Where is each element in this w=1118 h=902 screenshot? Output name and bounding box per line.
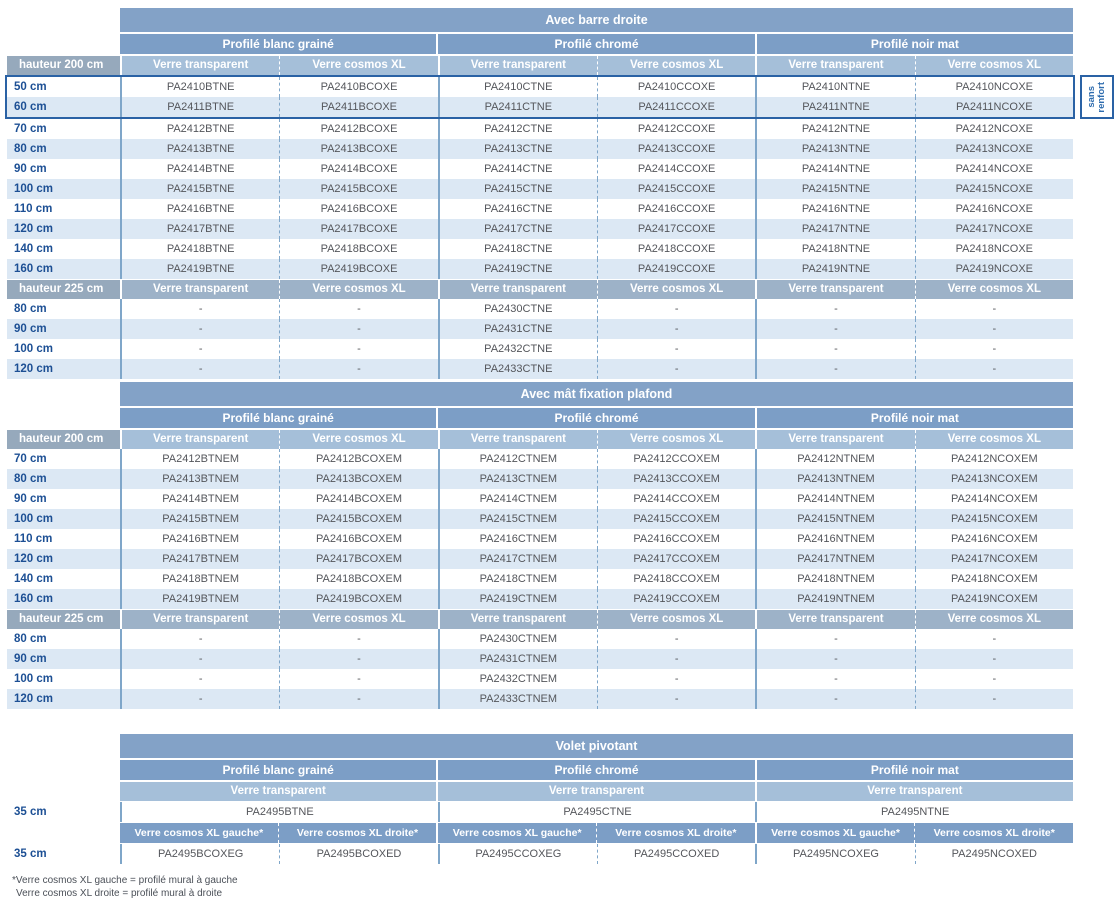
height-label: 120 cm: [7, 359, 120, 379]
empty-cell: -: [915, 689, 1073, 709]
height-label: 100 cm: [14, 343, 54, 355]
product-code: PA2410CCOXE: [597, 77, 755, 97]
product-code: PA2417NTNE: [755, 219, 914, 239]
product-code: PA2416CCOXEM: [597, 529, 755, 549]
glass-type-header: Verre transparent: [438, 610, 597, 629]
left-spacer: [7, 782, 120, 801]
product-code: PA2413NCOXE: [915, 139, 1073, 159]
product-code: PA2417NCOXEM: [915, 549, 1073, 569]
table-row: [7, 359, 1073, 379]
height-group-header: hauteur 200 cm: [7, 56, 120, 75]
product-code: PA2419BCOXE: [279, 259, 437, 279]
product-code: PA2414BCOXEM: [279, 489, 437, 509]
glass-type-header: Verre cosmos XL droite*: [596, 823, 755, 843]
glass-type-header: Verre cosmos XL gauche*: [755, 823, 915, 843]
profile-header: Profilé blanc grainé: [120, 408, 436, 428]
product-code: PA2410NTNE: [755, 77, 914, 97]
empty-cell: -: [915, 299, 1073, 319]
table-row: [7, 629, 1073, 649]
table-row: [7, 139, 1073, 159]
product-code: PA2412NCOXEM: [915, 449, 1073, 469]
height-label: 140 cm: [14, 243, 54, 255]
product-code: PA2414BTNEM: [120, 489, 279, 509]
glass-type-header: Verre cosmos XL: [279, 430, 437, 449]
table-row: [7, 77, 1073, 97]
product-table: [7, 382, 1073, 709]
section-header-row: [7, 280, 1073, 299]
product-code: PA2419CTNEM: [438, 589, 597, 609]
height-label: 60 cm: [7, 97, 120, 117]
empty-cell: -: [915, 319, 1073, 339]
product-code: PA2413CCOXEM: [597, 469, 755, 489]
profile-header: Profilé noir mat: [755, 760, 1073, 780]
empty-cell: -: [915, 629, 1073, 649]
table-row: [7, 549, 1073, 569]
product-code: PA2416BTNE: [120, 199, 279, 219]
glass-type-header: Verre cosmos XL: [279, 280, 437, 299]
height-label: 90 cm: [14, 493, 47, 505]
empty-cell: -: [597, 359, 755, 379]
product-code: PA2412CTNE: [438, 119, 597, 139]
product-code: PA2416NCOXEM: [915, 529, 1073, 549]
product-code: PA2419BCOXEM: [279, 589, 437, 609]
product-code: PA2431CTNE: [438, 319, 597, 339]
product-code: PA2418NCOXE: [915, 239, 1073, 259]
height-label: 90 cm: [7, 319, 120, 339]
height-label: 120 cm: [7, 549, 120, 569]
table-row: [7, 119, 1073, 139]
height-group-header: hauteur 225 cm: [7, 280, 120, 299]
product-code: PA2415BCOXE: [279, 179, 437, 199]
product-code: PA2430CTNEM: [438, 629, 597, 649]
product-code: PA2412NTNEM: [755, 449, 914, 469]
glass-type-header: Verre cosmos XL: [597, 280, 755, 299]
glass-type-header: Verre cosmos XL: [597, 430, 755, 449]
height-label: 80 cm: [14, 303, 47, 315]
table-row: [7, 529, 1073, 549]
product-code: PA2495BCOXEG: [120, 844, 279, 864]
height-label: 70 cm: [14, 453, 47, 465]
product-code: PA2410BCOXE: [279, 77, 437, 97]
height-label: 80 cm: [14, 633, 47, 645]
glass-type-header: Verre transparent: [438, 56, 597, 75]
empty-cell: -: [120, 319, 279, 339]
product-code: PA2413CCOXE: [597, 139, 755, 159]
table-title: Volet pivotant: [120, 734, 1073, 758]
empty-cell: -: [755, 299, 914, 319]
table-row: [7, 239, 1073, 259]
table-row: [7, 159, 1073, 179]
table-row: [7, 339, 1073, 359]
glass-type-header: Verre transparent: [120, 56, 279, 75]
product-code: PA2417NCOXE: [915, 219, 1073, 239]
product-code: PA2495CCOXED: [597, 844, 755, 864]
tables-host: [7, 8, 1107, 864]
empty-cell: -: [120, 359, 279, 379]
product-code: PA2410CTNE: [438, 77, 597, 97]
glass-type-header: Verre transparent: [120, 610, 279, 629]
product-code: PA2413BTNE: [120, 139, 279, 159]
glass-type-header: Verre transparent: [755, 610, 914, 629]
glass-type-header: Verre cosmos XL: [915, 280, 1073, 299]
product-code: PA2418CTNE: [438, 239, 597, 259]
profile-header: Profilé noir mat: [755, 34, 1073, 54]
product-code: PA2418CTNEM: [438, 569, 597, 589]
product-code: PA2418BTNE: [120, 239, 279, 259]
empty-cell: -: [755, 669, 914, 689]
product-code: PA2418BCOXEM: [279, 569, 437, 589]
product-code: PA2415NCOXE: [915, 179, 1073, 199]
height-label: 80 cm: [7, 139, 120, 159]
glass-type-header: Verre transparent: [438, 280, 597, 299]
product-code: PA2415CTNE: [438, 179, 597, 199]
product-code: PA2413NTNEM: [755, 469, 914, 489]
table-row: [7, 569, 1073, 589]
empty-cell: -: [279, 339, 437, 359]
product-code: PA2412NTNE: [755, 119, 914, 139]
product-code: PA2414CTNE: [438, 159, 597, 179]
section-header-row: [7, 610, 1073, 629]
product-code: PA2414CCOXE: [597, 159, 755, 179]
volet-transparent-header-row: [7, 782, 1073, 801]
product-code: PA2415NTNEM: [755, 509, 914, 529]
product-code: PA2412BTNE: [120, 119, 279, 139]
empty-cell: -: [120, 339, 279, 359]
product-code: PA2416CTNEM: [438, 529, 597, 549]
table-row: [7, 489, 1073, 509]
sans-renfort-tag: [1080, 75, 1114, 119]
product-code: PA2418BCOXE: [279, 239, 437, 259]
product-code: PA2411BCOXE: [279, 97, 437, 117]
product-code: PA2419CCOXE: [597, 259, 755, 279]
product-code: PA2414NTNE: [755, 159, 914, 179]
product-code: PA2412BCOXE: [279, 119, 437, 139]
glass-type-header: Verre cosmos XL: [279, 56, 437, 75]
glass-type-header: Verre transparent: [120, 430, 279, 449]
profile-header: Profilé chromé: [436, 760, 754, 780]
sans-renfort-word: sans: [1086, 86, 1097, 108]
product-code: PA2418NTNEM: [755, 569, 914, 589]
empty-cell: -: [279, 649, 437, 669]
table-title: Avec barre droite: [120, 8, 1073, 32]
product-code: PA2413NCOXEM: [915, 469, 1073, 489]
height-label: 90 cm: [7, 649, 120, 669]
glass-type-header: Verre transparent: [755, 280, 914, 299]
glass-type-header: Verre cosmos XL: [915, 56, 1073, 75]
height-label: 70 cm: [14, 123, 47, 135]
product-code: PA2411BTNE: [120, 97, 279, 117]
section-header-row: [7, 56, 1073, 75]
product-code: PA2430CTNE: [438, 299, 597, 319]
height-label: 110 cm: [14, 533, 53, 545]
product-code: PA2419CCOXEM: [597, 589, 755, 609]
product-code: PA2415NTNE: [755, 179, 914, 199]
product-code: PA2431CTNEM: [438, 649, 597, 669]
empty-cell: -: [755, 359, 914, 379]
product-code: PA2416NCOXE: [915, 199, 1073, 219]
empty-cell: -: [279, 629, 437, 649]
product-code: PA2419BTNEM: [120, 589, 279, 609]
product-code: PA2412CCOXEM: [597, 449, 755, 469]
height-label: 90 cm: [14, 163, 47, 175]
glass-type-header: Verre transparent: [755, 430, 914, 449]
glass-type-header: Verre cosmos XL gauche*: [120, 823, 278, 843]
product-code: PA2432CTNEM: [438, 669, 597, 689]
empty-cell: -: [120, 689, 279, 709]
product-code: PA2495CCOXEG: [438, 844, 597, 864]
table-row: [7, 219, 1073, 239]
table-row: [7, 509, 1073, 529]
empty-cell: -: [279, 689, 437, 709]
product-code: PA2414CTNEM: [438, 489, 597, 509]
product-code: PA2413CTNE: [438, 139, 597, 159]
empty-cell: -: [915, 359, 1073, 379]
footnote-line: *Verre cosmos XL gauche = profilé mural à gauche: [12, 875, 238, 886]
product-code: PA2419NTNE: [755, 259, 914, 279]
glass-type-header: Verre transparent: [438, 430, 597, 449]
glass-type-header: Verre transparent: [755, 56, 914, 75]
product-code: PA2412CTNEM: [438, 449, 597, 469]
empty-cell: -: [915, 339, 1073, 359]
glass-type-header: Verre cosmos XL droite*: [278, 823, 437, 843]
table-row: [7, 299, 1073, 319]
empty-cell: -: [597, 299, 755, 319]
profile-header: Profilé blanc grainé: [120, 34, 436, 54]
product-code: PA2412BTNEM: [120, 449, 279, 469]
product-code: PA2418BTNEM: [120, 569, 279, 589]
product-code: PA2495NCOXED: [915, 844, 1073, 864]
empty-cell: -: [915, 649, 1073, 669]
product-code: PA2411NCOXE: [915, 97, 1073, 117]
product-code: PA2414NTNEM: [755, 489, 914, 509]
footnote-line: Verre cosmos XL droite = profilé mural à droite: [16, 888, 223, 899]
height-label: 140 cm: [14, 573, 54, 585]
product-code: PA2413BCOXEM: [279, 469, 437, 489]
glass-type-header: Verre transparent: [120, 280, 279, 299]
product-code: PA2414NCOXE: [915, 159, 1073, 179]
height-group-header: hauteur 200 cm: [7, 430, 120, 449]
height-label: 100 cm: [7, 179, 120, 199]
product-code: PA2418NCOXEM: [915, 569, 1073, 589]
product-code: PA2416BCOXE: [279, 199, 437, 219]
empty-cell: -: [597, 339, 755, 359]
product-code: PA2413NTNE: [755, 139, 914, 159]
product-code: PA2413BCOXE: [279, 139, 437, 159]
empty-cell: -: [120, 649, 279, 669]
table-row: [7, 199, 1073, 219]
product-code-catalog: [7, 0, 1107, 900]
left-spacer: [7, 823, 120, 843]
height-group-header: hauteur 225 cm: [7, 610, 120, 629]
table-row: [7, 97, 1073, 117]
product-code: PA2412CCOXE: [597, 119, 755, 139]
product-code: PA2419BTNE: [120, 259, 279, 279]
glass-type-header: Verre cosmos XL: [915, 610, 1073, 629]
profile-header: Profilé chromé: [436, 408, 754, 428]
empty-cell: -: [915, 669, 1073, 689]
product-code: PA2411NTNE: [755, 97, 914, 117]
glass-type-header: Verre transparent: [120, 782, 436, 801]
table-row: [7, 589, 1073, 609]
glass-type-header: Verre cosmos XL: [597, 610, 755, 629]
product-code: PA2415CCOXE: [597, 179, 755, 199]
table-row: [7, 689, 1073, 709]
product-code: PA2417BTNE: [120, 219, 279, 239]
empty-cell: -: [755, 319, 914, 339]
product-code: PA2416NTNE: [755, 199, 914, 219]
table-row: [7, 802, 1073, 822]
section-header-row: [7, 430, 1073, 449]
product-code: PA2418CCOXEM: [597, 569, 755, 589]
product-table: [7, 8, 1107, 379]
product-code: PA2413CTNEM: [438, 469, 597, 489]
product-code: PA2419NCOXEM: [915, 589, 1073, 609]
product-code: PA2412NCOXE: [915, 119, 1073, 139]
product-code: PA2415CTNEM: [438, 509, 597, 529]
empty-cell: -: [597, 649, 755, 669]
footnotes: [12, 874, 1073, 900]
height-label: 35 cm: [14, 806, 47, 818]
empty-cell: -: [120, 629, 279, 649]
product-code: PA2416BTNEM: [120, 529, 279, 549]
product-code: PA2495BTNE: [120, 802, 438, 822]
product-code: PA2495BCOXED: [279, 844, 437, 864]
product-code: PA2419NTNEM: [755, 589, 914, 609]
product-code: PA2415BTNEM: [120, 509, 279, 529]
profile-header-row: [120, 760, 1073, 780]
empty-cell: -: [597, 319, 755, 339]
product-code: PA2411CCOXE: [597, 97, 755, 117]
glass-type-header: Verre cosmos XL droite*: [914, 823, 1073, 843]
product-code: PA2415BTNE: [120, 179, 279, 199]
product-code: PA2416CTNE: [438, 199, 597, 219]
product-code: PA2413BTNEM: [120, 469, 279, 489]
product-code: PA2417BCOXE: [279, 219, 437, 239]
empty-cell: -: [279, 359, 437, 379]
product-code: PA2416NTNEM: [755, 529, 914, 549]
product-code: PA2415BCOXEM: [279, 509, 437, 529]
product-code: PA2410BTNE: [120, 77, 279, 97]
product-code: PA2414BCOXE: [279, 159, 437, 179]
product-code: PA2495CTNE: [438, 802, 756, 822]
product-code: PA2419NCOXE: [915, 259, 1073, 279]
product-table: [7, 734, 1073, 864]
product-code: PA2433CTNE: [438, 359, 597, 379]
profile-header-row: [120, 408, 1073, 428]
product-code: PA2416BCOXEM: [279, 529, 437, 549]
table-row: [7, 449, 1073, 469]
table-row: [7, 259, 1073, 279]
product-code: PA2418CCOXE: [597, 239, 755, 259]
glass-type-header: Verre cosmos XL: [279, 610, 437, 629]
height-label: 160 cm: [7, 259, 120, 279]
product-code: PA2495NCOXEG: [755, 844, 914, 864]
profile-header: Profilé noir mat: [755, 408, 1073, 428]
product-code: PA2417CCOXE: [597, 219, 755, 239]
product-code: PA2419CTNE: [438, 259, 597, 279]
product-code: PA2414NCOXEM: [915, 489, 1073, 509]
product-code: PA2417NTNEM: [755, 549, 914, 569]
product-code: PA2417BCOXEM: [279, 549, 437, 569]
height-label: 160 cm: [7, 589, 120, 609]
glass-type-header: Verre cosmos XL: [597, 56, 755, 75]
height-label: 80 cm: [7, 469, 120, 489]
empty-cell: -: [279, 299, 437, 319]
height-label: 120 cm: [7, 689, 120, 709]
empty-cell: -: [597, 669, 755, 689]
product-code: PA2418NTNE: [755, 239, 914, 259]
empty-cell: -: [597, 629, 755, 649]
product-code: PA2412BCOXEM: [279, 449, 437, 469]
product-code: PA2432CTNE: [438, 339, 597, 359]
glass-type-header: Verre cosmos XL gauche*: [436, 823, 596, 843]
sans-renfort-word: renfort: [1096, 81, 1107, 113]
profile-header: Profilé chromé: [436, 34, 754, 54]
table-row: [7, 319, 1073, 339]
product-code: PA2414CCOXEM: [597, 489, 755, 509]
product-code: PA2417CTNE: [438, 219, 597, 239]
product-code: PA2415NCOXEM: [915, 509, 1073, 529]
product-code: PA2417CCOXEM: [597, 549, 755, 569]
glass-type-header: Verre transparent: [436, 782, 754, 801]
product-code: PA2417BTNEM: [120, 549, 279, 569]
height-label: 100 cm: [14, 673, 54, 685]
volet-cosmos-header-row: [7, 823, 1073, 843]
glass-type-header: Verre transparent: [755, 782, 1073, 801]
empty-cell: -: [120, 669, 279, 689]
profile-header: Profilé blanc grainé: [120, 760, 436, 780]
empty-cell: -: [755, 339, 914, 359]
height-label: 50 cm: [14, 81, 47, 93]
product-code: PA2411CTNE: [438, 97, 597, 117]
product-code: PA2495NTNE: [755, 802, 1073, 822]
table-row: [7, 179, 1073, 199]
height-label: 120 cm: [7, 219, 120, 239]
product-code: PA2433CTNEM: [438, 689, 597, 709]
empty-cell: -: [755, 649, 914, 669]
empty-cell: -: [755, 689, 914, 709]
table-title: Avec mât fixation plafond: [120, 382, 1073, 406]
product-code: PA2417CTNEM: [438, 549, 597, 569]
table-row: [7, 669, 1073, 689]
sans-renfort-highlight: [5, 75, 1107, 119]
empty-cell: -: [597, 689, 755, 709]
height-label: 100 cm: [7, 509, 120, 529]
table-row: [7, 649, 1073, 669]
product-code: PA2410NCOXE: [915, 77, 1073, 97]
empty-cell: -: [279, 669, 437, 689]
empty-cell: -: [120, 299, 279, 319]
empty-cell: -: [755, 629, 914, 649]
product-code: PA2415CCOXEM: [597, 509, 755, 529]
product-code: PA2416CCOXE: [597, 199, 755, 219]
height-label: 110 cm: [14, 203, 53, 215]
profile-header-row: [120, 34, 1073, 54]
height-label: 35 cm: [14, 848, 47, 860]
product-code: PA2414BTNE: [120, 159, 279, 179]
glass-type-header: Verre cosmos XL: [915, 430, 1073, 449]
table-row: [7, 844, 1073, 864]
empty-cell: -: [279, 319, 437, 339]
table-row: [7, 469, 1073, 489]
